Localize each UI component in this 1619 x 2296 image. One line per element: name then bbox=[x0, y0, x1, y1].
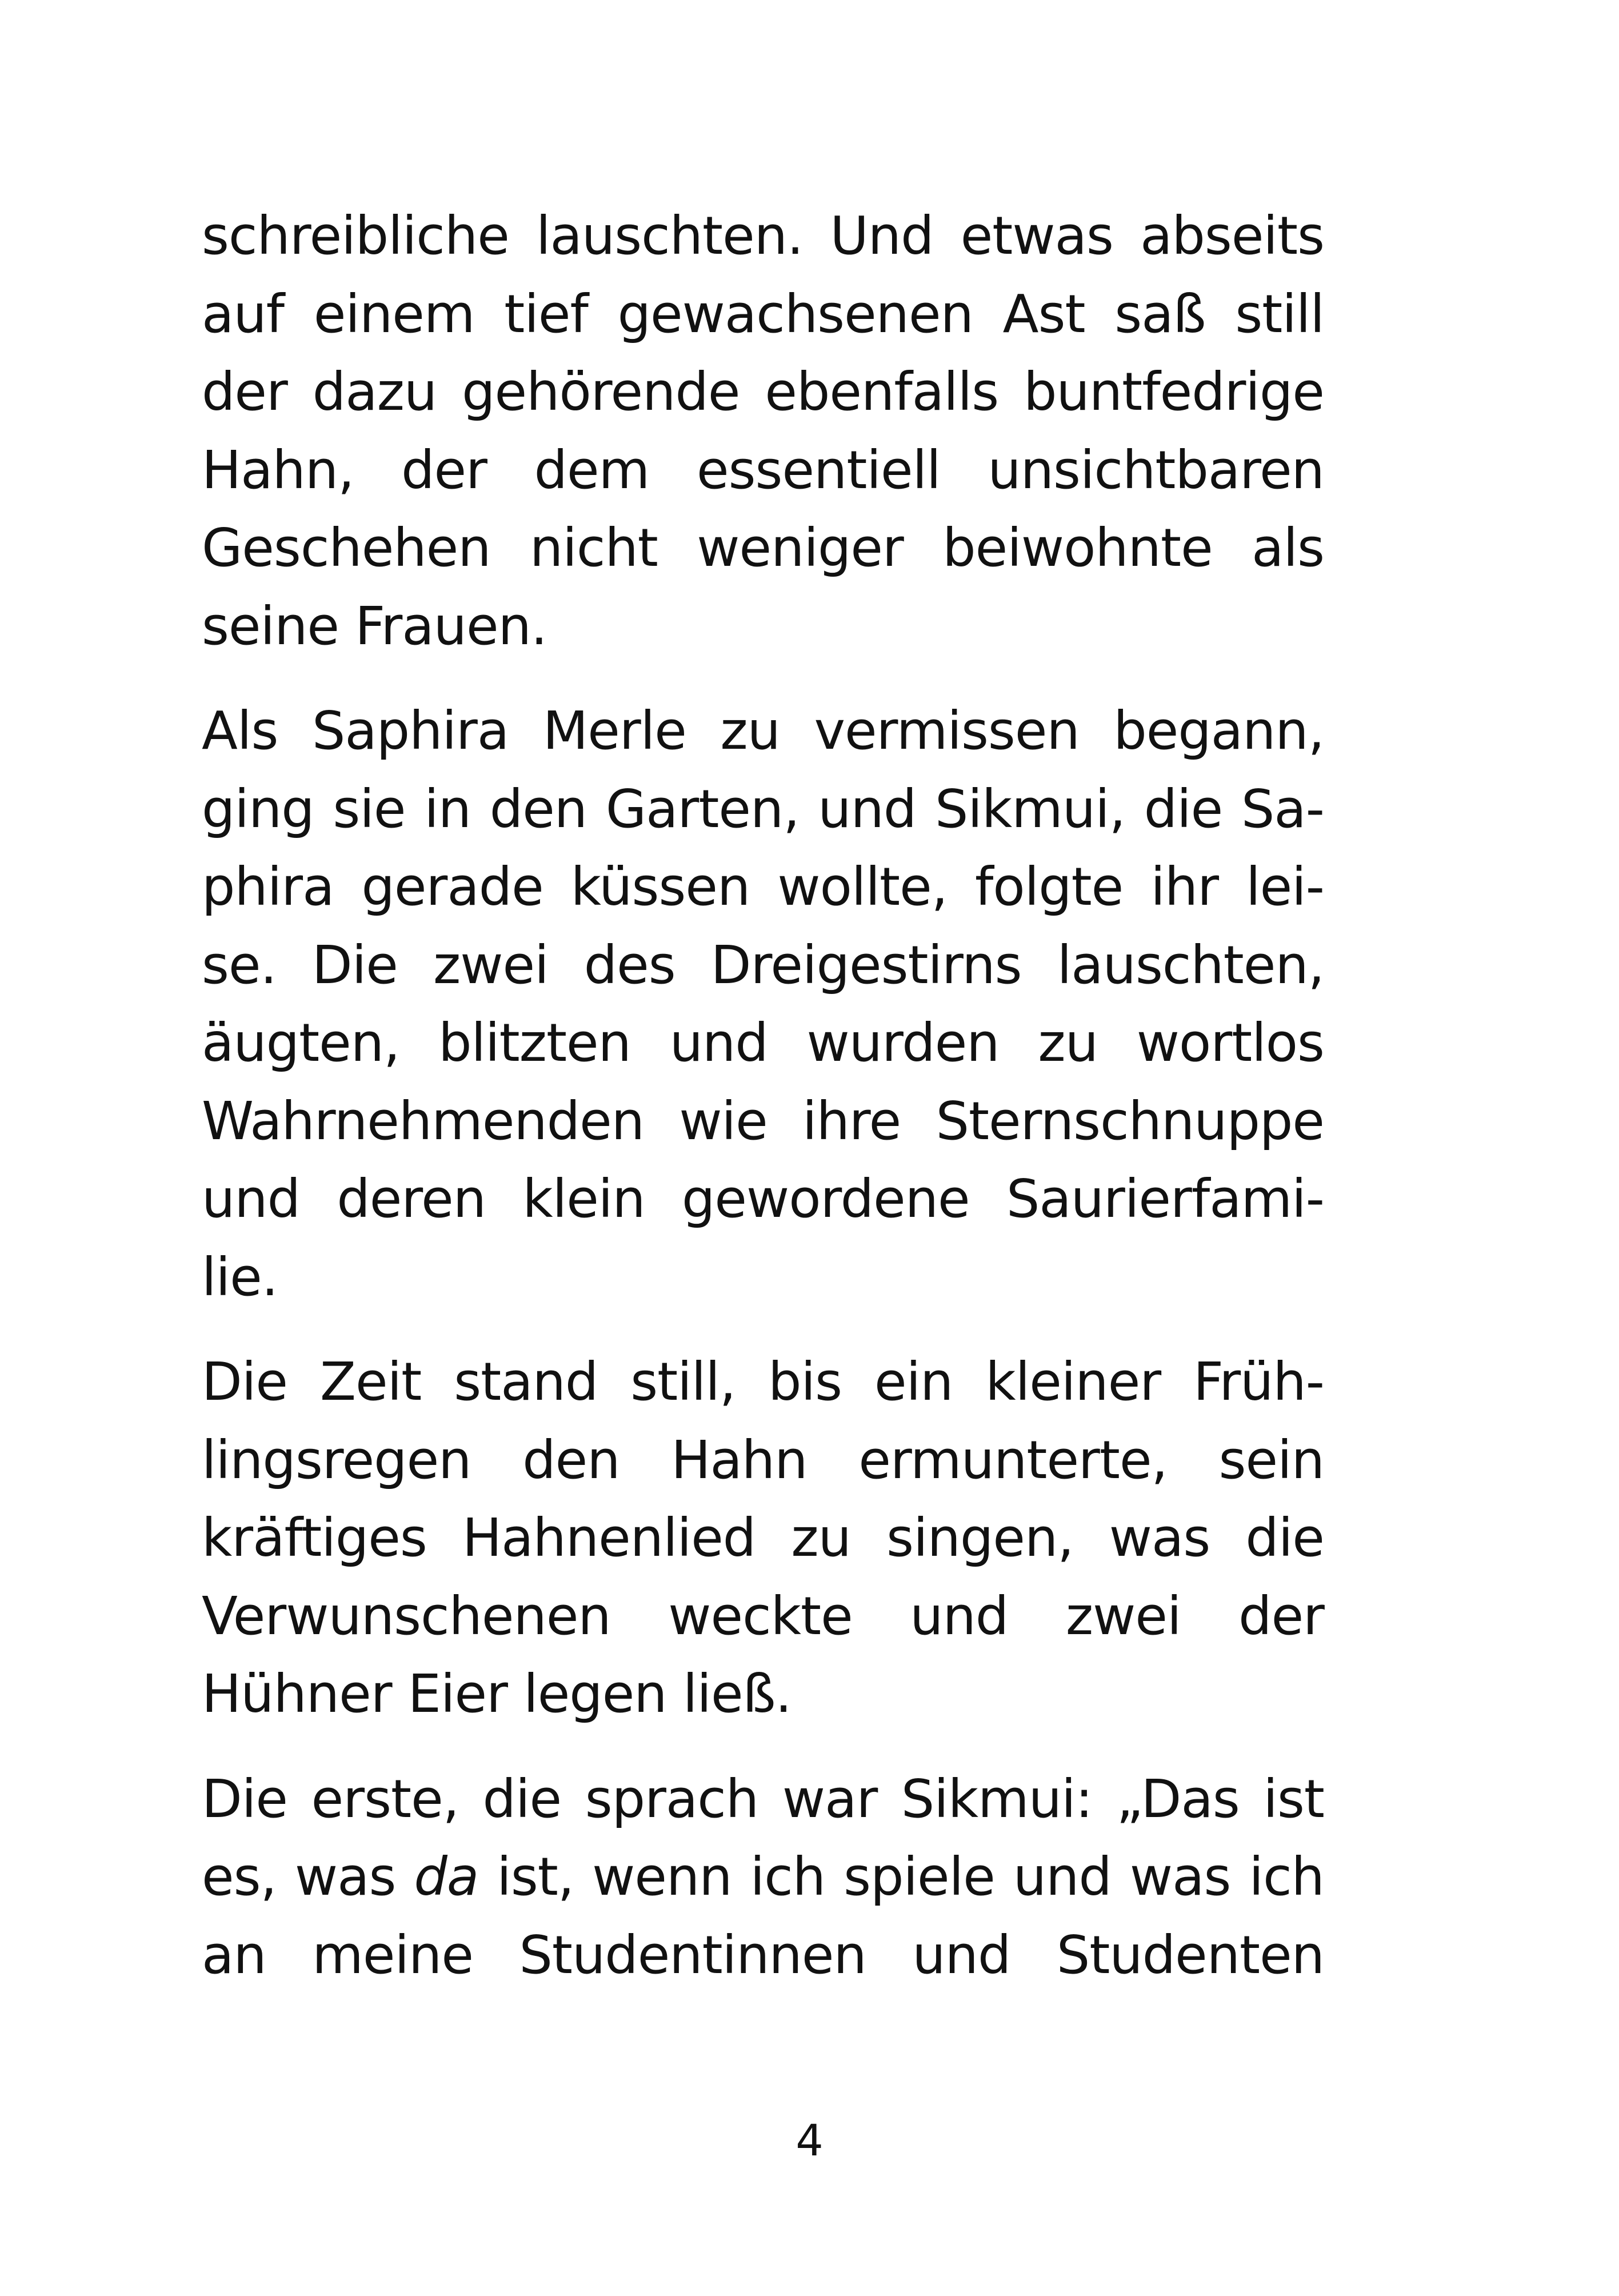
text-line: Geschehen nicht weniger beiwohnte als bbox=[202, 517, 1324, 578]
text-line: Als Saphira Merle zu vermissen begann, bbox=[202, 700, 1324, 761]
text-line bbox=[202, 1838, 1324, 1916]
body-text bbox=[202, 197, 1324, 1994]
text-line: Verwunschenen weckte und zwei der bbox=[202, 1585, 1324, 1647]
paragraph-4 bbox=[202, 1760, 1324, 1995]
text-line: lie. bbox=[202, 1246, 278, 1308]
paragraph-2 bbox=[202, 692, 1324, 1316]
text-line: äugten, blitzten und wurden zu wortlos bbox=[202, 1012, 1324, 1073]
text-line: se. Die zwei des Dreigestirns lauschten, bbox=[202, 934, 1324, 996]
paragraph-3 bbox=[202, 1343, 1324, 1734]
text-line: phira gerade küssen wollte, folgte ihr lei- bbox=[202, 856, 1324, 917]
text-line: Wahrnehmenden wie ihre Sternschnuppe bbox=[202, 1090, 1324, 1152]
page-number: 4 bbox=[795, 2115, 824, 2166]
paragraph-1 bbox=[202, 197, 1324, 665]
text-line: seine Frauen. bbox=[202, 595, 547, 657]
text-line: schreibliche lauschten. Und etwas abseits bbox=[202, 205, 1324, 266]
text-run: es, was bbox=[202, 1846, 414, 1907]
text-run: ist, wenn ich spiele und was ich bbox=[478, 1846, 1324, 1907]
text-line: Die erste, die sprach war Sikmui: „Das ist bbox=[202, 1768, 1324, 1830]
text-line: an meine Studentinnen und Studenten bbox=[202, 1924, 1324, 1986]
text-line: Die Zeit stand still, bis ein kleiner Früh- bbox=[202, 1351, 1324, 1412]
text-line: ging sie in den Garten, und Sikmui, die Sa- bbox=[202, 778, 1324, 840]
text-line: Hahn, der dem essentiell unsichtbaren bbox=[202, 439, 1324, 501]
text-line: lingsregen den Hahn ermunterte, sein bbox=[202, 1429, 1324, 1491]
text-line: kräftiges Hahnenlied zu singen, was die bbox=[202, 1507, 1324, 1568]
text-line: der dazu gehörende ebenfalls buntfedrige bbox=[202, 361, 1324, 422]
text-line: Hühner Eier legen ließ. bbox=[202, 1663, 791, 1724]
italic-emphasis: da bbox=[414, 1846, 479, 1907]
text-line: auf einem tief gewachsenen Ast saß still bbox=[202, 283, 1324, 345]
text-line: und deren klein gewordene Saurierfami- bbox=[202, 1168, 1324, 1229]
